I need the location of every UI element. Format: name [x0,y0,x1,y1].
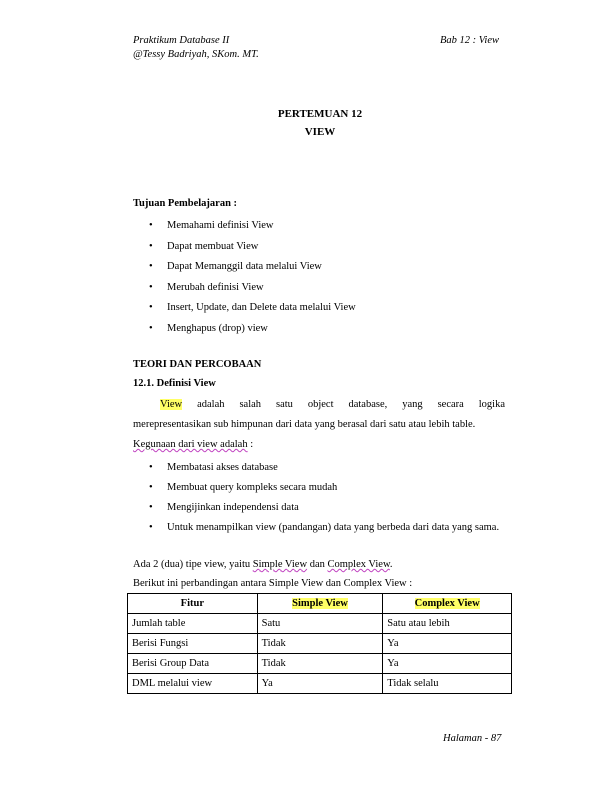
table-cell: Berisi Group Data [128,654,258,674]
topic-title: VIEW [304,126,336,138]
objectives-list [133,219,513,342]
bullet-icon: • [149,261,153,272]
list-item: • Untuk menampilkan view (pandangan) data yang berbeda dari data yang sama. [133,518,513,538]
bullet-icon: • [149,502,153,513]
bullet-icon: • [149,281,153,293]
course-name: Praktikum Database II [133,35,230,46]
uses-heading-line: Kegunaan dari view adalah : [133,439,254,450]
list-item: • Insert, Update, dan Delete data melalui View [149,302,356,313]
bullet-icon: • [149,220,153,231]
table-cell: Tidak selalu [383,674,512,694]
list-item: • Mengijinkan independensi data [133,498,513,518]
simple-view-term: Simple View [252,559,308,570]
table-cell: Jumlah table [128,614,258,634]
section-heading: 12.1. Definisi View [133,378,216,389]
list-item: • Membuat query kompleks secara mudah [133,478,513,498]
table-row [128,634,512,654]
bullet-icon: • [149,240,153,252]
table-cell: Satu [257,614,383,634]
author-name: @Tessy Badriyah, SKom. MT. [133,49,259,60]
table-row [128,614,512,634]
definition-line-2: merepresentasikan sub himpunan dari data yang berasal dari satu atau lebih table. [133,419,476,430]
column-header-complex-view: Complex View [383,594,512,614]
uses-list [133,458,513,538]
table-cell: Satu atau lebih [383,614,512,634]
table-row [128,674,512,694]
comparison-table [127,593,512,694]
page-number: Halaman - 87 [443,733,502,744]
chapter-label: Bab 12 : View [440,35,500,46]
column-header-feature: Fitur [128,594,258,614]
table-row [128,654,512,674]
page-header-left [133,34,259,62]
definition-paragraph [133,395,505,455]
complex-view-term: Complex View [327,559,390,570]
view-types-sentence: Ada 2 (dua) tipe view, yaitu Simple View dan Complex View. [133,559,393,570]
uses-heading: Kegunaan dari view adalah [133,439,248,450]
meeting-title: PERTEMUAN 12 [277,108,363,120]
bullet-icon: • [149,482,153,493]
table-cell: Tidak [257,654,383,674]
table-cell: DML melalui view [128,674,258,694]
table-cell: Tidak [257,634,383,654]
definition-line-1: View adalah salah satu object database, yang secara logika [160,399,505,410]
table-cell: Ya [383,634,512,654]
list-item: • Membatasi akses database [133,458,513,478]
objectives-heading: Tujuan Pembelajaran : [133,198,238,209]
table-cell: Ya [257,674,383,694]
list-item: • Memahami definisi View [149,220,274,231]
comparison-intro: Berikut ini perbandingan antara Simple View dan Complex View : [133,578,413,589]
list-item: • Merubah definisi View [149,281,264,293]
table-header-row [128,594,512,614]
bullet-icon: • [149,322,153,334]
table-cell: Berisi Fungsi [128,634,258,654]
bullet-icon: • [149,302,153,313]
table-cell: Ya [383,654,512,674]
list-item: • Dapat Memanggil data melalui View [149,261,322,272]
bullet-icon: • [149,462,153,473]
highlighted-term: View [160,399,183,410]
list-item: • Menghapus (drop) view [149,322,268,334]
theory-heading: TEORI DAN PERCOBAAN [133,359,262,370]
list-item: • Dapat membuat View [149,240,259,252]
column-header-simple-view: Simple View [257,594,383,614]
bullet-icon: • [149,522,153,533]
